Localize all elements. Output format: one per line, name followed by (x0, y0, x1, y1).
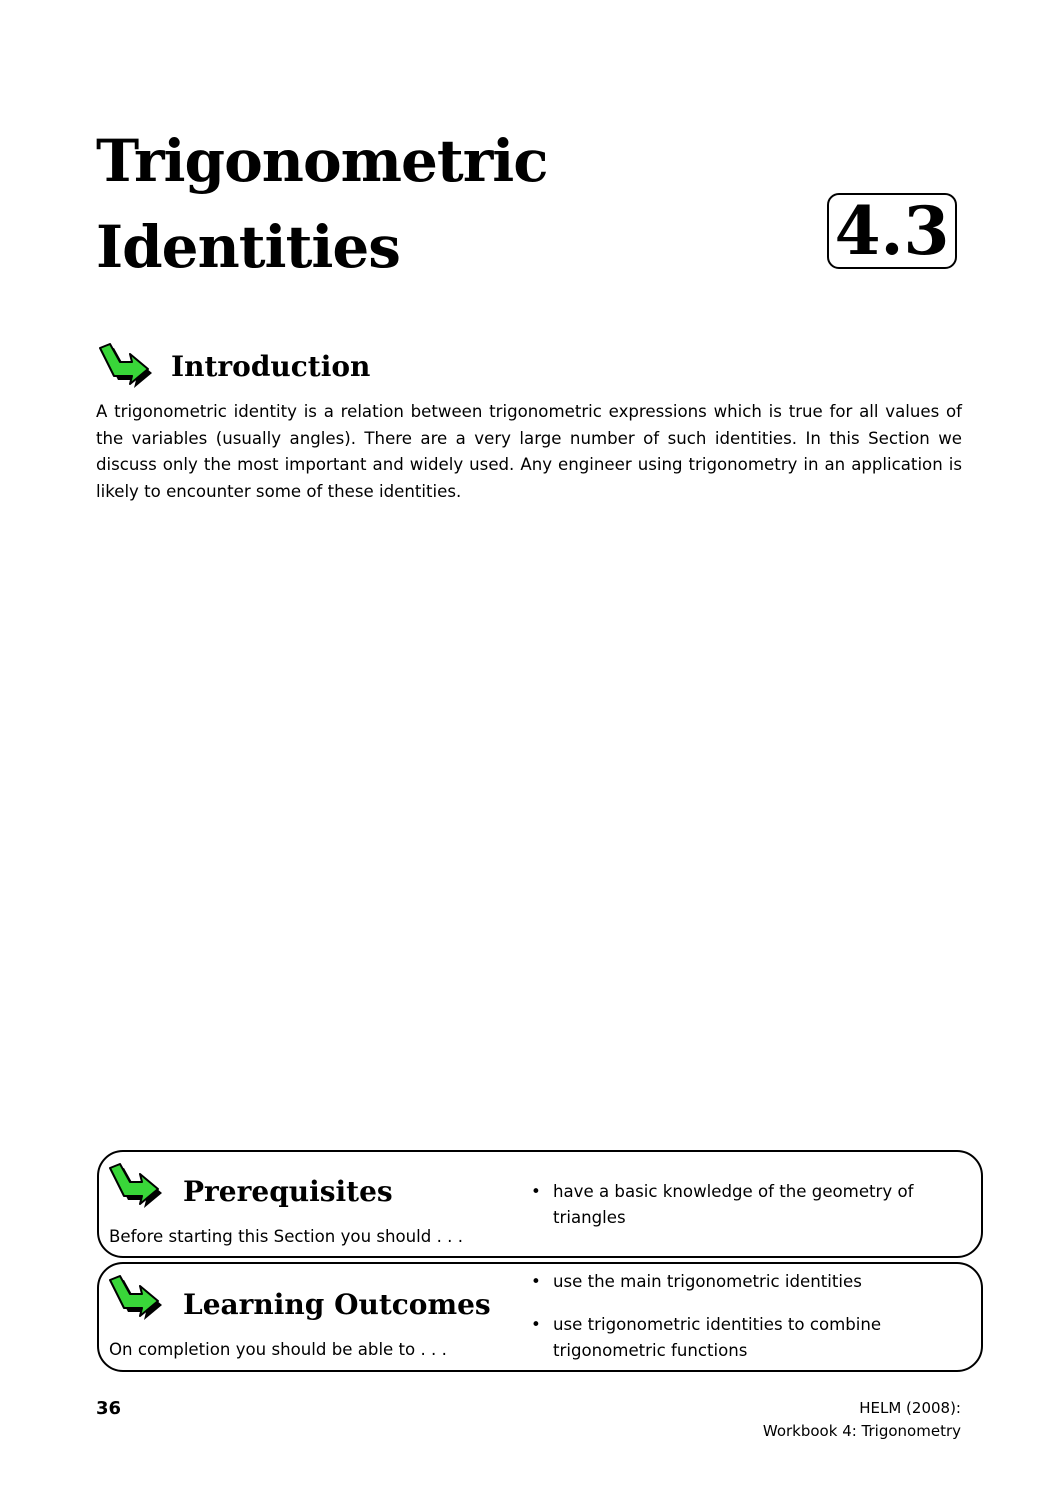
prerequisites-box (97, 1150, 983, 1258)
green-arrow-icon (107, 1161, 167, 1211)
prerequisites-list (529, 1179, 969, 1231)
green-arrow-icon (97, 341, 157, 391)
bullet-icon: • (531, 1315, 541, 1334)
title-line-1: Trigonometric (96, 127, 548, 195)
list-item (529, 1179, 969, 1231)
learning-outcomes-box (97, 1262, 983, 1372)
title-line-2: Identities (96, 213, 400, 281)
list-item-text: use the main trigonometric identities (553, 1272, 862, 1291)
learning-outcomes-subtext: On completion you should be able to . . . (109, 1340, 447, 1359)
page-number: 36 (96, 1398, 122, 1419)
footer-source-line-2: Workbook 4: Trigonometry (762, 1422, 961, 1440)
footer-source-line-1: HELM (2008): (859, 1399, 961, 1417)
learning-outcomes-heading: Learning Outcomes (183, 1288, 491, 1321)
section-number-badge: 4.3 (827, 193, 957, 269)
footer-source (763, 1397, 961, 1443)
prerequisites-heading: Prerequisites (183, 1175, 393, 1208)
green-arrow-icon (107, 1273, 167, 1323)
introduction-paragraph: A trigonometric identity is a relation between trigonometric expressions which is true for all values of the variables (usually angles). There are a very large number of such identities. In this Section we discuss only the most important and widely used. Any engineer using trigonometry in an application is likely to encounter some of these identities. (96, 402, 962, 501)
learning-outcomes-list (529, 1269, 969, 1364)
page-title (96, 118, 696, 290)
bullet-icon: • (531, 1272, 541, 1291)
introduction-heading: Introduction (171, 350, 371, 383)
list-item (529, 1312, 969, 1364)
prerequisites-subtext: Before starting this Section you should . . . (109, 1227, 463, 1246)
list-item-text: use trigonometric identities to combine trigonometric functions (553, 1315, 882, 1360)
bullet-icon: • (531, 1182, 541, 1201)
list-item-text: have a basic knowledge of the geometry of triangles (553, 1182, 914, 1227)
list-item (529, 1269, 969, 1295)
